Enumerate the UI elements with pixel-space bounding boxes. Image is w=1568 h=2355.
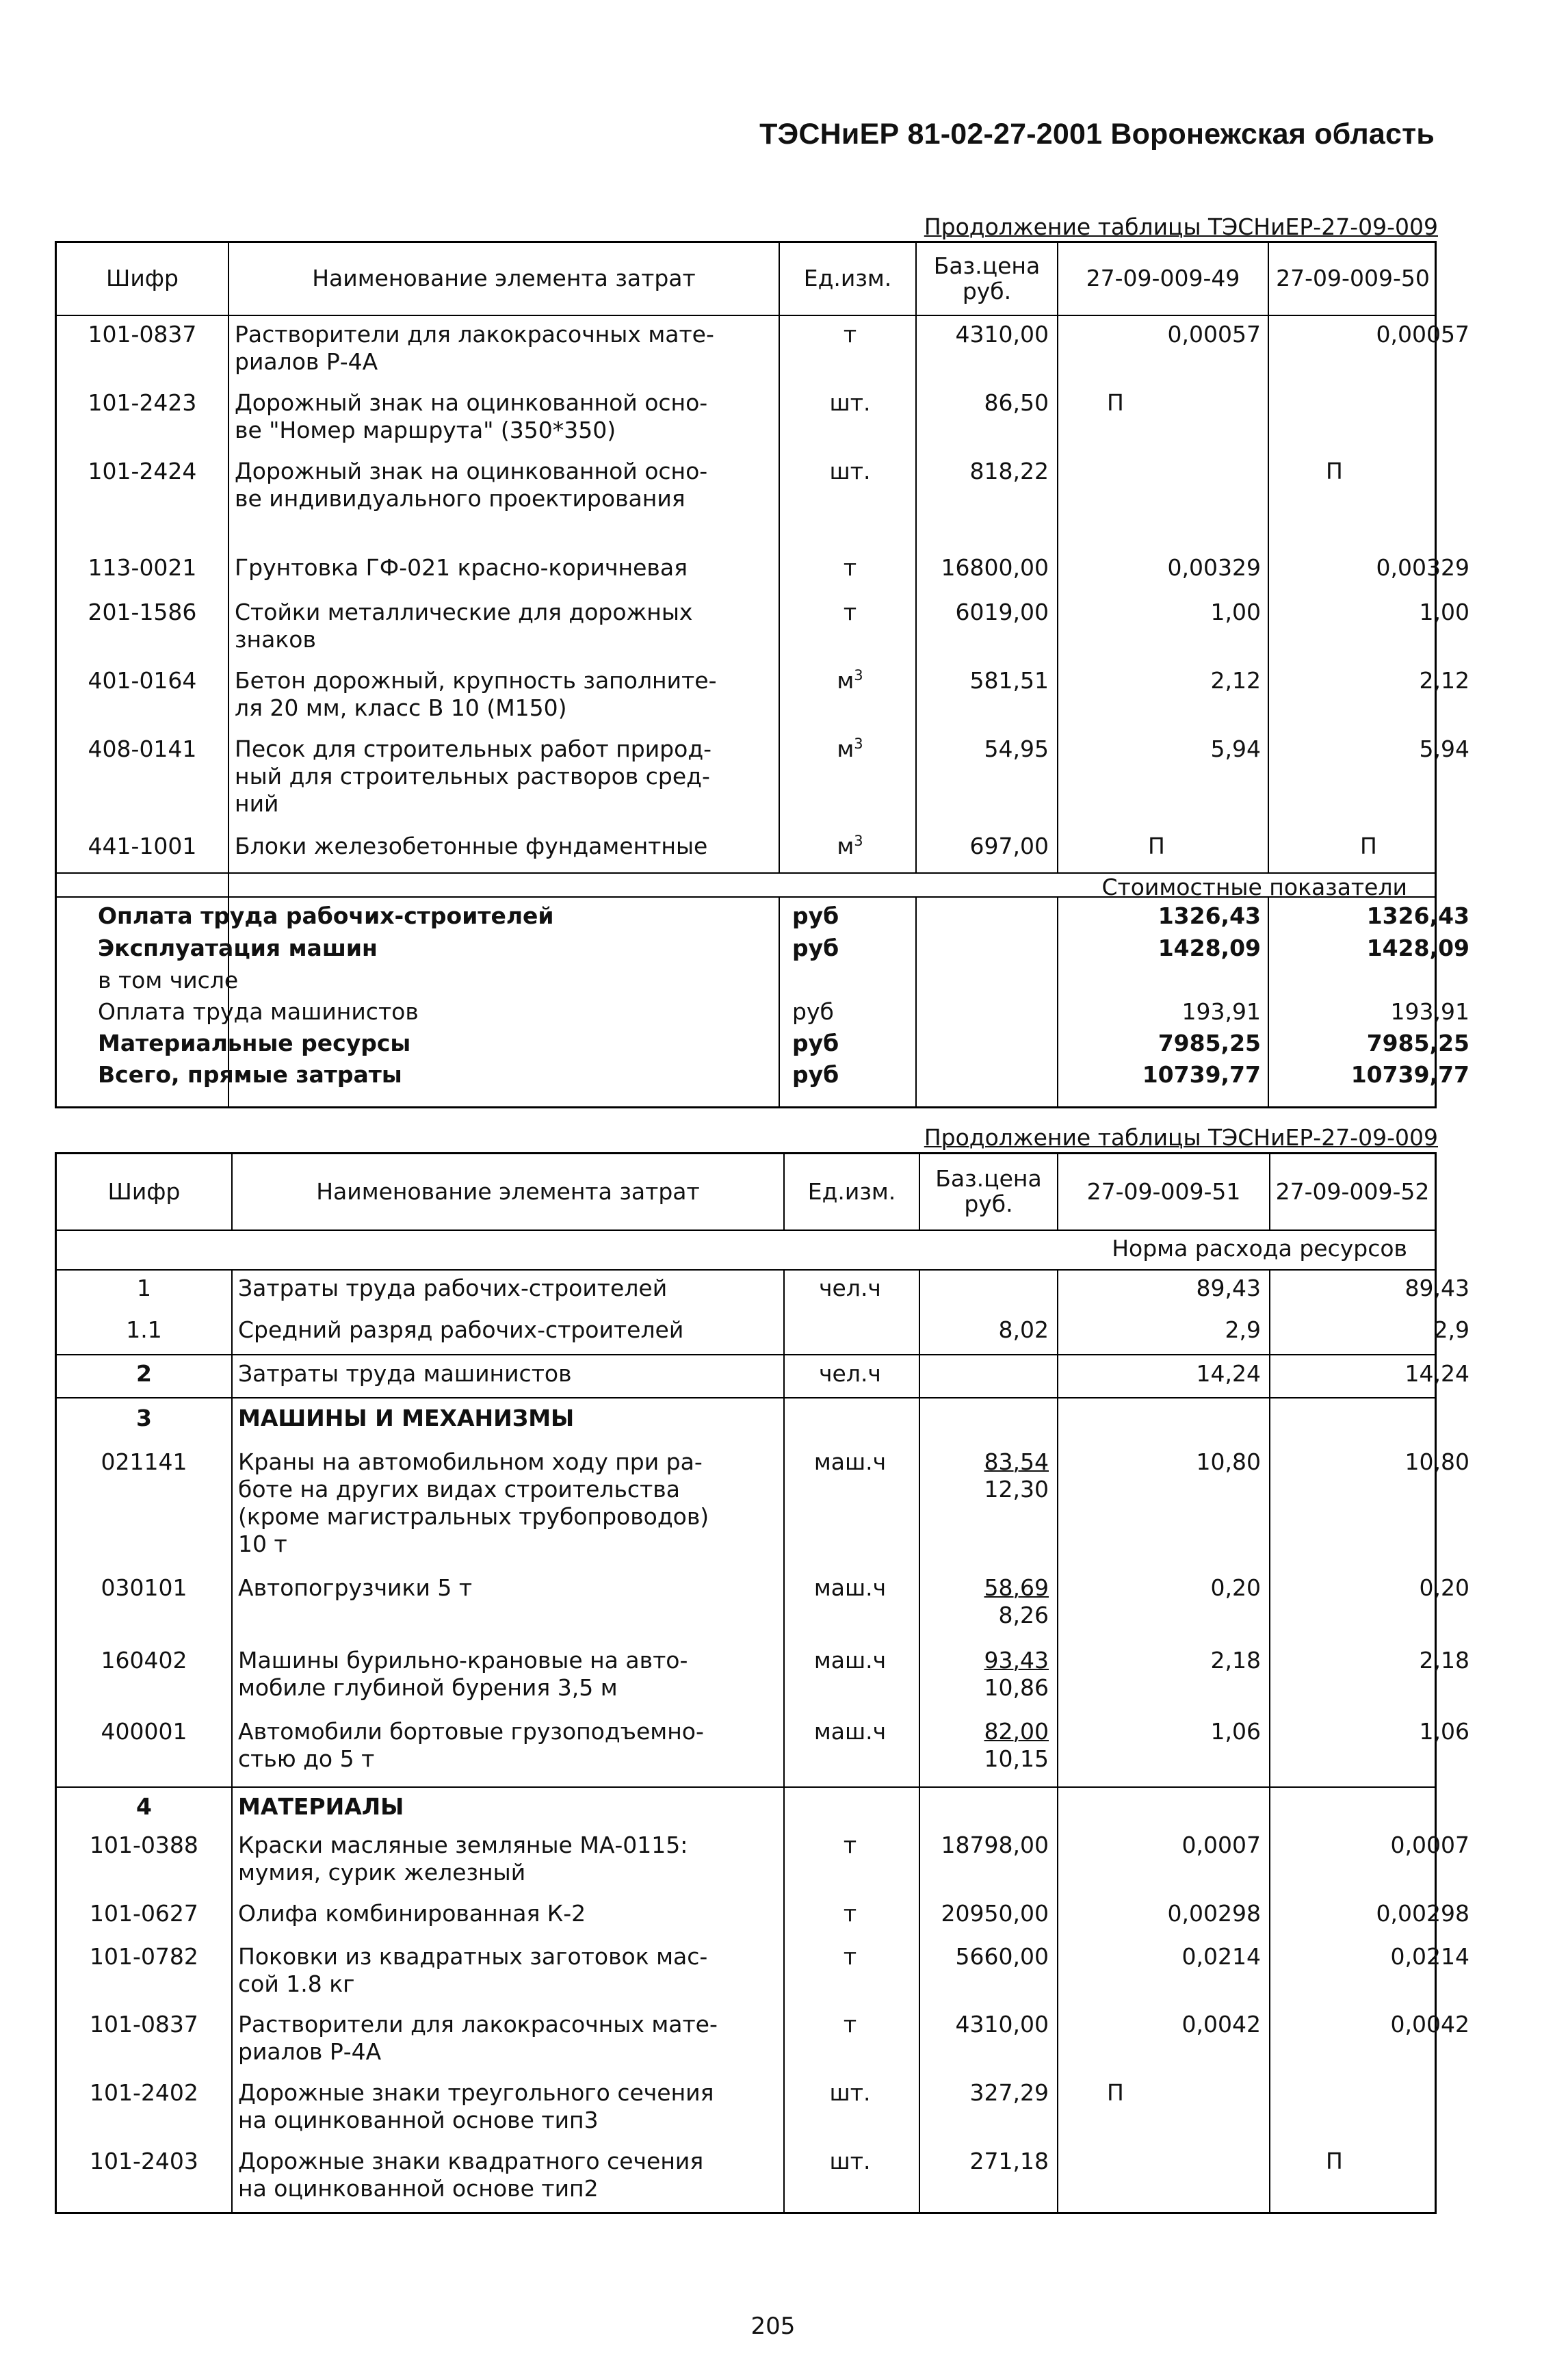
col-header-name: Наименование элемента затрат	[312, 265, 696, 292]
row-divider	[57, 1397, 1435, 1398]
summary-name: Оплата труда рабочих-строителей	[98, 902, 554, 929]
row-price: 86,50	[984, 389, 1049, 416]
row-value-51: П	[1107, 2079, 1124, 2106]
summary-value-49: 10739,77	[1142, 1061, 1261, 1088]
summary-name: Всего, прямые затраты	[98, 1061, 402, 1088]
row-code: 101-2402	[90, 2079, 198, 2106]
row-price: 818,22	[969, 458, 1049, 484]
row-value-52: 14,24	[1404, 1360, 1469, 1387]
row-value-51: 0,0042	[1181, 2011, 1261, 2038]
row-code: 030101	[101, 1574, 187, 1601]
row-value-51: 14,24	[1196, 1360, 1261, 1387]
section-title-materials: МАТЕРИАЛЫ	[238, 1793, 404, 1820]
col-header-unit: Ед.изм.	[807, 1178, 896, 1205]
row-value-51: 0,0214	[1181, 1943, 1261, 1970]
row-value-52: 0,20	[1419, 1574, 1469, 1601]
cost-indicators-label: Стоимостные показатели	[1101, 874, 1407, 900]
row-unit: т	[843, 321, 857, 348]
table1	[55, 241, 1469, 1108]
row-value-51: 2,9	[1225, 1316, 1261, 1343]
row-divider	[57, 1354, 1435, 1355]
row-name: Растворители для лакокрасочных мате- риалов Р-4А	[235, 321, 714, 375]
summary-value-49: 1428,09	[1158, 935, 1261, 961]
summary-value-50: 10739,77	[1350, 1061, 1469, 1088]
row-price: 16800,00	[941, 554, 1049, 581]
row-name: Блоки железобетонные фундаментные	[235, 833, 708, 859]
row-name: Бетон дорожный, крупность заполните- ля 20 мм, класс В 10 (М150)	[235, 667, 717, 721]
col-divider	[1269, 1269, 1270, 2212]
row-code: 101-0782	[90, 1943, 198, 1970]
summary-unit: руб	[792, 1061, 839, 1088]
table2-caption	[924, 1124, 1438, 1151]
row-unit: чел.ч	[819, 1360, 881, 1387]
row-value-50: П	[1360, 833, 1377, 859]
row-unit: шт.	[829, 458, 871, 484]
row-name: Автомобили бортовые грузоподъемно- стью до 5 т	[238, 1718, 704, 1772]
row-value-49: П	[1107, 389, 1124, 416]
row-unit: т	[843, 1900, 857, 1927]
col-header-49: 27-09-009-49	[1086, 265, 1240, 292]
row-code: 401-0164	[88, 667, 197, 694]
row-name: Затраты труда рабочих-строителей	[238, 1275, 668, 1301]
row-price: 327,29	[969, 2079, 1049, 2106]
row-code: 1	[137, 1275, 151, 1301]
summary-value-50: 193,91	[1390, 998, 1469, 1025]
row-price: 5660,00	[955, 1943, 1049, 1970]
summary-value-49: 7985,25	[1158, 1030, 1261, 1056]
col-divider	[783, 1269, 785, 2212]
row-name: Дорожные знаки треугольного сечения на оцинкованной основе тип3	[238, 2079, 714, 2133]
summary-value-50: 1428,09	[1366, 935, 1469, 961]
row-value-50: 2,12	[1419, 667, 1469, 694]
row-name: Дорожный знак на оцинкованной осно- ве индивидуального проектирования	[235, 458, 708, 512]
row-code: 2	[136, 1360, 152, 1387]
row-unit: т	[843, 2011, 857, 2038]
col-header-code: Шифр	[106, 265, 179, 292]
row-price: 697,00	[969, 833, 1049, 859]
col-divider	[1057, 243, 1058, 872]
row-value-52: П	[1326, 2148, 1343, 2174]
row-unit: т	[843, 599, 857, 625]
row-code: 113-0021	[88, 554, 197, 581]
row-price: 18798,00	[941, 1832, 1049, 1858]
row-name: Дорожные знаки квадратного сечения на оцинкованной основе тип2	[238, 2148, 704, 2202]
row-value-52: 10,80	[1404, 1448, 1469, 1475]
row-value-49: 0,00057	[1167, 321, 1261, 348]
row-unit: маш.ч	[813, 1448, 887, 1475]
row-code: 1.1	[126, 1316, 162, 1343]
row-value-49: 1,00	[1210, 599, 1261, 625]
row-name: Краны на автомобильном ходу при ра- боте на других видах строительства (кроме магистральных трубопроводов) 10 т	[238, 1448, 709, 1557]
col-divider	[1057, 896, 1058, 1106]
row-value-49: 2,12	[1210, 667, 1261, 694]
row-unit: т	[843, 554, 857, 581]
row-unit: т	[843, 1943, 857, 1970]
col-divider	[779, 243, 780, 872]
row-code: 160402	[101, 1647, 187, 1674]
row-price: 4310,00	[955, 321, 1049, 348]
row-divider	[57, 1269, 1435, 1271]
row-code: 101-0837	[90, 2011, 198, 2038]
header-divider	[57, 1229, 1435, 1231]
col-header-name: Наименование элемента затрат	[316, 1178, 700, 1205]
row-unit: $м^3$	[837, 667, 863, 694]
row-value-52: 0,0214	[1390, 1943, 1469, 1970]
col-header-code: Шифр	[107, 1178, 181, 1205]
summary-value-49: 1326,43	[1158, 902, 1261, 929]
table1-caption	[924, 213, 1438, 240]
row-price: 58,69 8,26	[984, 1574, 1049, 1628]
col-divider	[779, 896, 780, 1106]
section-code: 3	[136, 1405, 152, 1431]
row-value-52: 89,43	[1404, 1275, 1469, 1301]
row-value-50: 5,94	[1419, 736, 1469, 762]
row-price: 6019,00	[955, 599, 1049, 625]
summary-name: Эксплуатация машин	[98, 935, 378, 961]
row-value-50: 0,00057	[1376, 321, 1469, 348]
summary-name: Материальные ресурсы	[98, 1030, 411, 1056]
header-divider	[57, 315, 1435, 316]
col-header-price: Баз.цена руб.	[933, 252, 1041, 304]
col-divider	[1057, 1269, 1058, 2212]
summary-unit: руб	[792, 998, 834, 1025]
row-value-51: 2,18	[1210, 1647, 1261, 1674]
row-value-51: 0,00298	[1167, 1900, 1261, 1927]
document-title: ТЭСНиЕР 81-02-27-2001 Воронежская область	[759, 118, 1435, 151]
row-value-51: 0,20	[1210, 1574, 1261, 1601]
row-value-51: 1,06	[1210, 1718, 1261, 1745]
summary-value-49: 193,91	[1181, 998, 1261, 1025]
col-header-price: Баз.цена руб.	[935, 1165, 1042, 1217]
row-price: 20950,00	[941, 1900, 1049, 1927]
row-value-52: 0,0042	[1390, 2011, 1469, 2038]
row-name: Песок для строительных работ природ- ный для строительных растворов сред- ний	[235, 736, 712, 817]
row-name: Грунтовка ГФ-021 красно-коричневая	[235, 554, 688, 581]
col-header-50: 27-09-009-50	[1276, 265, 1430, 292]
row-unit: маш.ч	[813, 1718, 887, 1745]
row-name: Олифа комбинированная К-2	[238, 1900, 586, 1927]
col-divider	[1268, 896, 1269, 1106]
summary-name: в том числе	[98, 967, 239, 993]
row-value-49: 0,00329	[1167, 554, 1261, 581]
row-unit: маш.ч	[813, 1647, 887, 1674]
table1-caption-text: Продолжение таблицы ТЭСНиЕР-27-09-009	[924, 213, 1438, 240]
row-code: 101-0627	[90, 1900, 198, 1927]
row-value-51: 0,0007	[1181, 1832, 1261, 1858]
row-value-50: П	[1326, 458, 1343, 484]
row-unit: $м^3$	[837, 736, 863, 762]
col-header-52: 27-09-009-52	[1275, 1178, 1430, 1205]
summary-value-50: 1326,43	[1366, 902, 1469, 929]
col-header-unit: Ед.изм.	[803, 265, 892, 292]
row-price: 82,00 10,15	[984, 1718, 1049, 1772]
row-code: 101-0837	[88, 321, 197, 348]
row-unit: т	[843, 1832, 857, 1858]
col-divider	[231, 1269, 233, 2212]
row-name: Дорожный знак на оцинкованной осно- ве "Номер маршрута" (350*350)	[235, 389, 708, 443]
col-divider	[915, 243, 917, 872]
page-number: 205	[750, 2313, 796, 2340]
row-unit: чел.ч	[819, 1275, 881, 1301]
row-code: 101-0388	[90, 1832, 198, 1858]
row-value-49: П	[1148, 833, 1165, 859]
row-value-49: 5,94	[1210, 736, 1261, 762]
row-name: Растворители для лакокрасочных мате- риалов Р-4А	[238, 2011, 718, 2065]
row-value-52: 2,9	[1433, 1316, 1469, 1343]
row-name: Затраты труда машинистов	[238, 1360, 572, 1387]
row-price: 83,54 12,30	[984, 1448, 1049, 1502]
summary-name: Оплата труда машинистов	[98, 998, 419, 1025]
row-code: 408-0141	[88, 736, 197, 762]
row-price: 54,95	[984, 736, 1049, 762]
row-price: 8,02	[998, 1316, 1049, 1343]
table2-caption-text: Продолжение таблицы ТЭСНиЕР-27-09-009	[924, 1124, 1438, 1151]
row-value-52: 1,06	[1419, 1718, 1469, 1745]
row-value-51: 10,80	[1196, 1448, 1261, 1475]
row-divider	[57, 1786, 1435, 1788]
col-divider	[1268, 243, 1269, 872]
row-name: Краски масляные земляные МА-0115: мумия, сурик железный	[238, 1832, 688, 1886]
row-name: Стойки металлические для дорожных знаков	[235, 599, 693, 653]
row-value-52: 2,18	[1419, 1647, 1469, 1674]
row-code: 021141	[101, 1448, 187, 1475]
summary-value-50: 7985,25	[1366, 1030, 1469, 1056]
row-unit: $м^3$	[837, 833, 863, 859]
row-code: 441-1001	[88, 833, 197, 859]
row-price: 93,43 10,86	[984, 1647, 1049, 1701]
summary-unit: руб	[792, 935, 839, 961]
summary-unit: руб	[792, 902, 839, 929]
row-price: 581,51	[969, 667, 1049, 694]
table2	[55, 1152, 1469, 2214]
row-code: 101-2424	[88, 458, 197, 484]
row-price: 271,18	[969, 2148, 1049, 2174]
row-unit: шт.	[829, 2079, 871, 2106]
row-price: 4310,00	[955, 2011, 1049, 2038]
row-name: Средний разряд рабочих-строителей	[238, 1316, 684, 1343]
section-code: 4	[136, 1793, 152, 1820]
row-value-52: 0,00298	[1376, 1900, 1469, 1927]
summary-unit: руб	[792, 1030, 839, 1056]
row-code: 101-2423	[88, 389, 197, 416]
row-name: Автопогрузчики 5 т	[238, 1574, 473, 1601]
section-title-machines: МАШИНЫ И МЕХАНИЗМЫ	[238, 1405, 575, 1431]
row-name: Поковки из квадратных заготовок мас- сой 1.8 кг	[238, 1943, 708, 1997]
row-unit: шт.	[829, 2148, 871, 2174]
row-name: Машины бурильно-крановые на авто- мобиле глубиной бурения 3,5 м	[238, 1647, 688, 1701]
row-unit: шт.	[829, 389, 871, 416]
row-value-52: 0,0007	[1390, 1832, 1469, 1858]
row-code: 101-2403	[90, 2148, 198, 2174]
row-code: 201-1586	[88, 599, 197, 625]
col-header-51: 27-09-009-51	[1086, 1178, 1241, 1205]
row-value-50: 0,00329	[1376, 554, 1469, 581]
row-unit: маш.ч	[813, 1574, 887, 1601]
norm-label: Норма расхода ресурсов	[1112, 1235, 1407, 1262]
row-value-50: 1,00	[1419, 599, 1469, 625]
row-code: 400001	[101, 1718, 187, 1745]
row-value-51: 89,43	[1196, 1275, 1261, 1301]
